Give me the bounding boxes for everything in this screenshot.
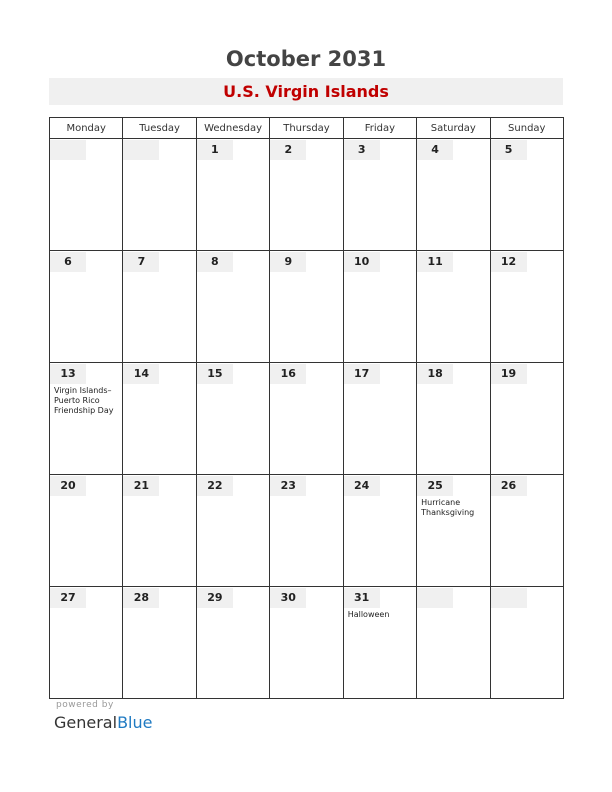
day-number: 31 — [344, 588, 380, 608]
day-cell — [196, 251, 269, 363]
day-number — [123, 140, 159, 160]
day-number: 11 — [417, 252, 453, 272]
weekday-header-row — [50, 118, 564, 139]
day-cell — [343, 475, 416, 587]
day-cell — [490, 587, 563, 699]
day-number: 28 — [123, 588, 159, 608]
week-row — [50, 139, 564, 251]
day-cell — [50, 587, 123, 699]
day-cell — [270, 139, 343, 251]
day-number: 23 — [270, 476, 306, 496]
day-number: 12 — [491, 252, 527, 272]
holiday-label: Virgin Islands–Puerto Rico Friendship Day — [54, 386, 114, 415]
day-cell — [270, 251, 343, 363]
day-number: 24 — [344, 476, 380, 496]
day-cell — [490, 475, 563, 587]
day-number: 16 — [270, 364, 306, 384]
weekday-saturday: Saturday — [417, 118, 490, 139]
day-cell — [270, 587, 343, 699]
day-cell — [343, 587, 416, 699]
day-cell — [196, 587, 269, 699]
weekday-friday: Friday — [343, 118, 416, 139]
day-cell — [50, 475, 123, 587]
day-number: 15 — [197, 364, 233, 384]
day-cell — [50, 363, 123, 475]
week-row — [50, 363, 564, 475]
day-cell — [343, 363, 416, 475]
day-cell — [270, 363, 343, 475]
day-number: 20 — [50, 476, 86, 496]
day-number: 18 — [417, 364, 453, 384]
day-number — [491, 588, 527, 608]
generalblue-logo — [54, 713, 152, 732]
day-cell — [123, 251, 196, 363]
day-number: 13 — [50, 364, 86, 384]
day-cell — [196, 363, 269, 475]
weekday-monday: Monday — [50, 118, 123, 139]
week-row — [50, 587, 564, 699]
day-number: 14 — [123, 364, 159, 384]
weekday-sunday: Sunday — [490, 118, 563, 139]
day-number: 5 — [491, 140, 527, 160]
weekday-tuesday: Tuesday — [123, 118, 196, 139]
day-cell — [343, 139, 416, 251]
day-cell — [417, 587, 490, 699]
day-number: 17 — [344, 364, 380, 384]
day-cell — [417, 363, 490, 475]
day-cell — [196, 139, 269, 251]
day-cell — [417, 139, 490, 251]
day-number: 26 — [491, 476, 527, 496]
day-number: 29 — [197, 588, 233, 608]
day-number: 25 — [417, 476, 453, 496]
day-number: 30 — [270, 588, 306, 608]
day-cell — [490, 139, 563, 251]
day-number: 6 — [50, 252, 86, 272]
day-cell — [196, 475, 269, 587]
day-cell — [417, 475, 490, 587]
day-number: 10 — [344, 252, 380, 272]
day-number: 21 — [123, 476, 159, 496]
day-cell — [50, 251, 123, 363]
day-number: 8 — [197, 252, 233, 272]
day-number: 1 — [197, 140, 233, 160]
day-cell — [123, 587, 196, 699]
day-cell — [343, 251, 416, 363]
week-row — [50, 475, 564, 587]
weekday-thursday: Thursday — [270, 118, 343, 139]
day-number — [50, 140, 86, 160]
day-cell — [50, 139, 123, 251]
day-cell — [123, 363, 196, 475]
logo-text-blue: Blue — [117, 713, 153, 732]
holiday-label: Halloween — [347, 610, 390, 619]
week-row — [50, 251, 564, 363]
day-number: 22 — [197, 476, 233, 496]
day-cell — [270, 475, 343, 587]
holiday-label: Hurricane Thanksgiving — [421, 498, 475, 517]
day-number — [417, 588, 453, 608]
day-number: 2 — [270, 140, 306, 160]
day-number: 27 — [50, 588, 86, 608]
day-number: 7 — [123, 252, 159, 272]
day-cell — [490, 251, 563, 363]
day-number: 9 — [270, 252, 306, 272]
day-number: 4 — [417, 140, 453, 160]
page-title: October 2031 — [225, 47, 387, 71]
day-number: 3 — [344, 140, 380, 160]
day-cell — [417, 251, 490, 363]
day-number: 19 — [491, 364, 527, 384]
day-cell — [123, 139, 196, 251]
powered-by-label: powered by — [56, 700, 114, 710]
calendar-grid — [49, 117, 564, 699]
region-banner: U.S. Virgin Islands — [49, 78, 563, 105]
weekday-wednesday: Wednesday — [196, 118, 269, 139]
logo-text-general: General — [54, 713, 118, 732]
day-cell — [123, 475, 196, 587]
day-cell — [490, 363, 563, 475]
